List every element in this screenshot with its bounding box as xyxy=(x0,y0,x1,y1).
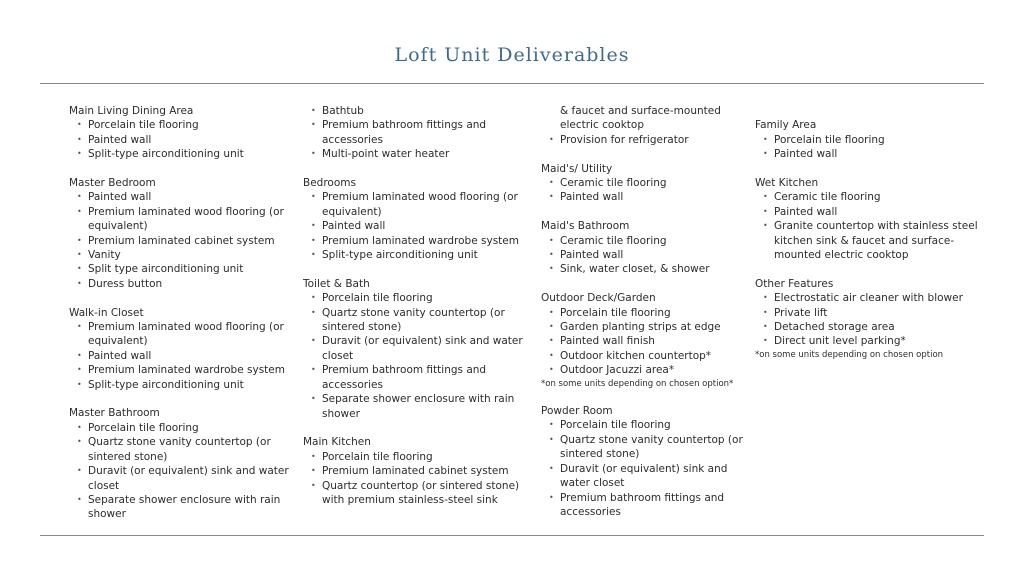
list-item: • Sink, water closet, & shower xyxy=(541,262,751,276)
column-3 xyxy=(541,104,751,534)
section-powder-room xyxy=(541,404,751,519)
list-item: • Painted wall xyxy=(755,147,980,161)
section-heading: Maid's/ Utility xyxy=(541,162,613,175)
list-item: • Porcelain tile flooring xyxy=(541,306,751,320)
column-1 xyxy=(69,104,294,536)
list-item: • Ceramic tile flooring xyxy=(541,176,751,190)
continued-text: & faucet and surface-mounted electric cooktop xyxy=(560,105,721,132)
footnote: *on some units depending on chosen option* xyxy=(541,378,734,389)
list-item: • Premium laminated wood flooring (or equivalent) xyxy=(303,190,528,219)
list-item: • Porcelain tile flooring xyxy=(303,291,528,305)
list-item: • Premium laminated wardrobe system xyxy=(69,363,294,377)
list-item: • Painted wall xyxy=(755,205,980,219)
list-item: • Direct unit level parking* xyxy=(755,334,980,348)
list-item: • Painted wall xyxy=(303,219,528,233)
list-item: • Porcelain tile flooring xyxy=(541,418,751,432)
list-item: • Porcelain tile flooring xyxy=(755,133,980,147)
list-item: • Duress button xyxy=(69,277,294,291)
section-heading: Master Bedroom xyxy=(69,177,156,190)
list-item: • Painted wall xyxy=(541,190,751,204)
section-heading: Powder Room xyxy=(541,405,613,418)
section-heading: Outdoor Deck/Garden xyxy=(541,292,656,305)
section-heading: Other Features xyxy=(755,277,834,290)
list-item: • Granite countertop with stainless steel kitchen sink & faucet and surface-mounted electric cooktop xyxy=(755,219,980,262)
section-heading: Family Area xyxy=(755,119,817,132)
section-heading: Maid's Bathroom xyxy=(541,220,630,233)
list-item: • Garden planting strips at edge xyxy=(541,320,751,334)
list-item: • Quartz stone vanity countertop (or sintered stone) xyxy=(541,433,751,462)
top-divider xyxy=(40,83,984,84)
section-maids-bathroom xyxy=(541,219,751,277)
list-item: • Porcelain tile flooring xyxy=(303,450,528,464)
section-family-area xyxy=(755,118,980,161)
list-item: • Quartz stone vanity countertop (or sintered stone) xyxy=(303,306,528,335)
list-item: • Split-type airconditioning unit xyxy=(69,147,294,161)
column-4 xyxy=(755,118,980,375)
list-item: • Quartz countertop (or sintered stone) with premium stainless-steel sink xyxy=(303,479,528,508)
list-item: • Premium bathroom fittings and accessories xyxy=(303,118,528,147)
list-item: • Bathtub xyxy=(303,104,528,118)
section-main-kitchen xyxy=(303,435,528,507)
list-item: • Premium bathroom fittings and accessories xyxy=(303,363,528,392)
list-item: • Separate shower enclosure with rain shower xyxy=(303,392,528,421)
list-item: • Premium laminated cabinet system xyxy=(303,464,528,478)
section-other-features xyxy=(755,277,980,361)
section-main-living-dining xyxy=(69,104,294,162)
list-item: • Multi-point water heater xyxy=(303,147,528,161)
list-item: • Split-type airconditioning unit xyxy=(303,248,528,262)
list-item: • Premium laminated wardrobe system xyxy=(303,234,528,248)
list-item: • Duravit (or equivalent) sink and water closet xyxy=(541,462,751,491)
section-outdoor-deck-garden xyxy=(541,291,751,389)
list-item: • Duravit (or equivalent) sink and water closet xyxy=(69,464,294,493)
section-toilet-bath xyxy=(303,277,528,421)
section-wet-kitchen xyxy=(755,176,980,262)
section-heading: Main Living Dining Area xyxy=(69,105,194,117)
section-heading: Bedrooms xyxy=(303,177,356,190)
bottom-divider xyxy=(40,535,984,536)
list-item: • Painted wall xyxy=(69,349,294,363)
section-heading: Wet Kitchen xyxy=(755,177,819,189)
list-item: • Separate shower enclosure with rain shower xyxy=(69,493,294,522)
section-heading: Walk-in Closet xyxy=(69,306,144,319)
list-item: • Painted wall xyxy=(69,133,294,147)
list-item: • Ceramic tile flooring xyxy=(755,190,980,204)
list-item: • Quartz stone vanity countertop (or sintered stone) xyxy=(69,435,294,464)
list-item: • Detached storage area xyxy=(755,320,980,334)
list-item: • Outdoor kitchen countertop* xyxy=(541,349,751,363)
list-item: • Split-type airconditioning unit xyxy=(69,378,294,392)
list-item: • Premium laminated wood flooring (or equivalent) xyxy=(69,205,294,234)
section-heading: Main Kitchen xyxy=(303,436,371,449)
section-heading: Toilet & Bath xyxy=(303,277,370,290)
list-item: • Painted wall xyxy=(541,248,751,262)
section-master-bedroom xyxy=(69,176,294,291)
list-item: • Premium laminated cabinet system xyxy=(69,234,294,248)
list-item: • Premium bathroom fittings and accessories xyxy=(541,491,751,520)
column-2 xyxy=(303,104,528,522)
list-item: • Private lift xyxy=(755,306,980,320)
list-item: • Vanity xyxy=(69,248,294,262)
footnote: *on some units depending on chosen option xyxy=(755,349,944,360)
section-master-bathroom-continued xyxy=(303,104,528,162)
list-item: • Split type airconditioning unit xyxy=(69,262,294,276)
section-bedrooms xyxy=(303,176,528,262)
list-item: • Porcelain tile flooring xyxy=(69,421,294,435)
section-maids-utility xyxy=(541,162,751,205)
list-item: • Electrostatic air cleaner with blower xyxy=(755,291,980,305)
list-item: • Painted wall xyxy=(69,190,294,204)
list-item: • Porcelain tile flooring xyxy=(69,118,294,132)
list-item: • Outdoor Jacuzzi area* xyxy=(541,363,751,377)
section-walk-in-closet xyxy=(69,306,294,392)
section-heading: Master Bathroom xyxy=(69,407,160,420)
section-master-bathroom xyxy=(69,406,294,521)
list-item: • Duravit (or equivalent) sink and water closet xyxy=(303,334,528,363)
list-item: • Ceramic tile flooring xyxy=(541,234,751,248)
list-item: • Premium laminated wood flooring (or equivalent) xyxy=(69,320,294,349)
page-title: Loft Unit Deliverables xyxy=(394,44,630,66)
list-item: • Provision for refrigerator xyxy=(541,133,751,147)
list-item: • Painted wall finish xyxy=(541,334,751,348)
section-main-kitchen-continued xyxy=(541,104,751,147)
